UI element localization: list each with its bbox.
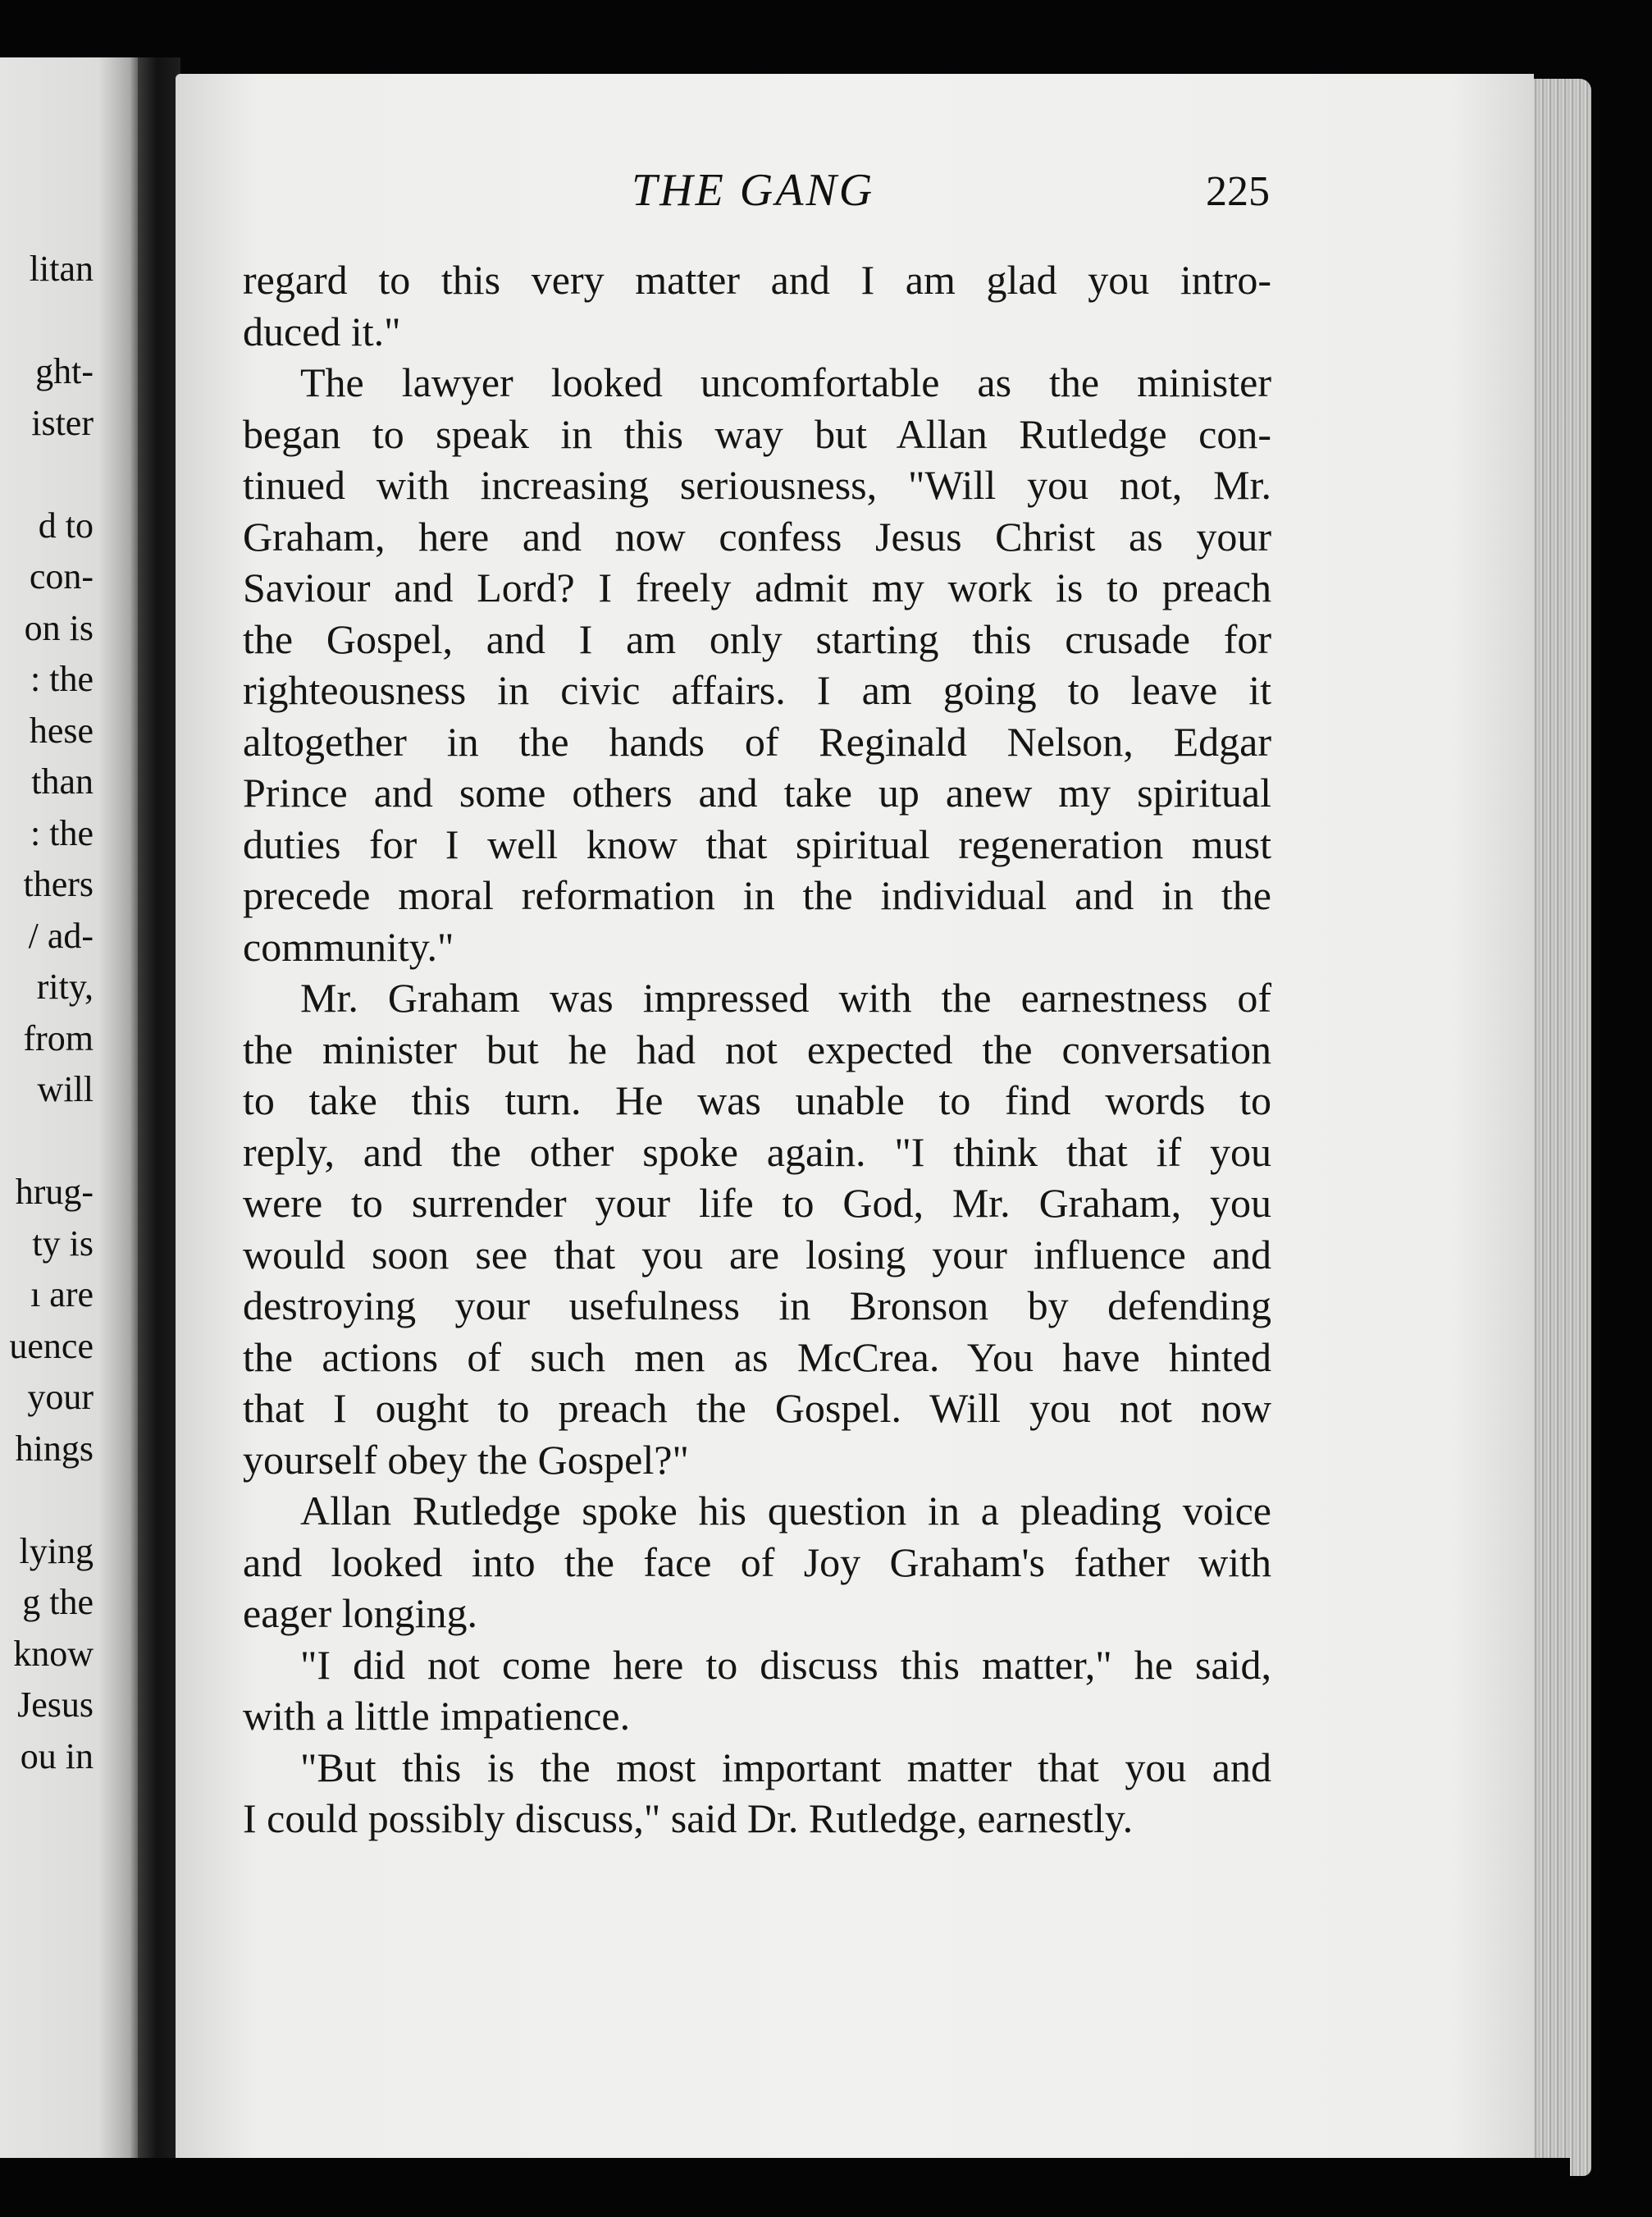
left-page-line: on is [24, 607, 94, 648]
text-line: duced it." [243, 308, 401, 354]
left-page-fragment [0, 57, 141, 2158]
book-gutter [138, 57, 180, 2158]
text-line: Allan Rutledge spoke his question in a pleading voice [300, 1488, 1271, 1534]
left-page-line: ou in [20, 1735, 94, 1776]
text-line: precede moral reformation in the individual and in the [243, 872, 1271, 918]
text-line: were to surrender your life to God, Mr. Graham, you [243, 1180, 1271, 1226]
text-line: regard to this very matter and I am glad you intro- [243, 257, 1271, 303]
text-line: the minister but he had not expected the conversation [243, 1026, 1271, 1072]
text-line: The lawyer looked uncomfortable as the minister [300, 359, 1271, 405]
text-line: yourself obey the Gospel?" [243, 1436, 689, 1483]
left-page-line: ty is [32, 1223, 94, 1264]
text-line: reply, and the other spoke again. "I think that if you [243, 1128, 1271, 1175]
text-line: eager longing. [243, 1590, 478, 1636]
text-line: altogether in the hands of Reginald Nelson, Edgar [243, 718, 1271, 765]
text-line: Mr. Graham was impressed with the earnestness of [300, 975, 1271, 1021]
text-line: "But this is the most important matter that you and [300, 1744, 1271, 1790]
left-page-line: your [27, 1377, 94, 1417]
text-line: Graham, here and now confess Jesus Christ as your [243, 513, 1271, 560]
left-page-line: will [37, 1069, 94, 1109]
text-line: that I ought to preach the Gospel. Will you not now [243, 1385, 1271, 1431]
text-line: tinued with increasing seriousness, "Will you not, Mr. [243, 462, 1271, 508]
left-page-line: from [23, 1017, 94, 1058]
left-page-line: : the [30, 812, 94, 853]
text-line: duties for I well know that spiritual regeneration must [243, 821, 1271, 867]
text-line: righteousness in civic affairs. I am going to leave it [243, 667, 1271, 713]
text-line: community." [243, 923, 454, 970]
left-page-line: litan [29, 249, 94, 289]
text-line: Saviour and Lord? I freely admit my work is to preach [243, 565, 1271, 610]
running-head-title: THE GANG [632, 165, 875, 216]
text-line: "I did not come here to discuss this matter," he said, [300, 1641, 1271, 1688]
left-page-line: than [31, 761, 94, 802]
left-page-line: d to [38, 505, 94, 546]
text-line: Prince and some others and take up anew my spiritual [243, 770, 1271, 816]
left-page-line: : the [30, 659, 94, 699]
text-line: began to speak in this way but Allan Rutledge con- [243, 410, 1271, 457]
left-page-line: hese [29, 710, 94, 751]
left-page-line: uence [9, 1325, 94, 1366]
left-page-line: hings [15, 1428, 94, 1469]
page-number: 225 [1206, 168, 1270, 215]
left-page-line: lying [19, 1530, 94, 1571]
running-head [0, 164, 1652, 222]
left-page-line: Jesus [17, 1684, 94, 1725]
text-line: and looked into the face of Joy Graham's father with [243, 1538, 1271, 1585]
left-page-line: know [13, 1633, 94, 1674]
left-page-line: ı are [30, 1274, 94, 1314]
left-page-line: rity, [36, 967, 94, 1007]
left-page-line: / ad- [28, 915, 94, 956]
left-page-line: ister [31, 402, 94, 443]
body-text [243, 254, 1271, 1844]
text-line: I could possibly discuss," said Dr. Rutledge, earnestly. [243, 1795, 1134, 1841]
text-line: with a little impatience. [243, 1693, 631, 1739]
scan-border [176, 2158, 1570, 2217]
left-page-line: g the [22, 1582, 94, 1622]
text-line: the actions of such men as McCrea. You have hinted [243, 1333, 1271, 1380]
text-line: would soon see that you are losing your influence and [243, 1231, 1271, 1278]
left-page-line: thers [23, 864, 94, 904]
text-line: to take this turn. He was unable to find words to [243, 1077, 1271, 1123]
text-line: the Gospel, and I am only starting this crusade for [243, 615, 1271, 662]
left-page-line: hrug- [15, 1172, 94, 1212]
text-line: destroying your usefulness in Bronson by defending [243, 1282, 1271, 1328]
left-page-text [0, 57, 94, 2158]
left-page-line: con- [29, 556, 94, 597]
left-page-line: ght- [35, 351, 94, 391]
